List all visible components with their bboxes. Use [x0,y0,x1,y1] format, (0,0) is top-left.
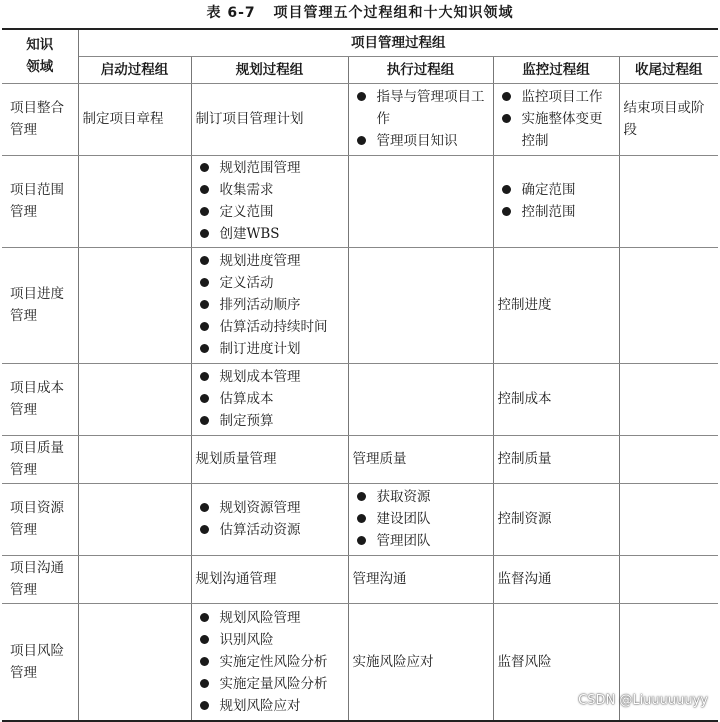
planning-cell [191,155,348,247]
process-item: 实施整体变更控制 [498,108,615,152]
executing-cell [348,363,493,435]
initiating-cell [78,603,191,721]
table-row [2,247,718,363]
watermark: CSDN @Liuuuuuuyy [578,693,708,708]
process-item: 实施定性风险分析 [196,651,344,673]
process-item: 制订进度计划 [196,338,344,360]
process-item: 指导与管理项目工作 [353,86,489,130]
executing-cell: 管理质量 [348,435,493,483]
planning-cell: 规划沟通管理 [191,555,348,603]
process-list [196,497,344,541]
header-monitoring: 监控过程组 [493,56,619,83]
process-item: 识别风险 [196,629,344,651]
planning-cell [191,363,348,435]
closing-cell [619,155,718,247]
executing-cell: 管理沟通 [348,555,493,603]
process-item: 管理团队 [353,530,489,552]
knowledge-area-cell: 项目范围管理 [2,155,78,247]
table-row [2,483,718,555]
process-item: 收集需求 [196,179,344,201]
table-row [2,363,718,435]
closing-cell [619,483,718,555]
process-item: 确定范围 [498,179,615,201]
planning-cell [191,603,348,721]
initiating-cell [78,555,191,603]
process-item: 实施定量风险分析 [196,673,344,695]
table-row [2,155,718,247]
knowledge-area-cell: 项目沟通管理 [2,555,78,603]
process-item: 规划进度管理 [196,250,344,272]
monitoring-cell: 监督沟通 [493,555,619,603]
table-number: 表 6-7 [206,5,256,21]
process-item: 估算活动持续时间 [196,316,344,338]
process-item: 定义范围 [196,201,344,223]
header-closing: 收尾过程组 [619,56,718,83]
process-item: 建设团队 [353,508,489,530]
table-caption [0,2,720,24]
executing-cell [348,83,493,155]
knowledge-area-cell: 项目质量管理 [2,435,78,483]
knowledge-area-cell: 项目资源管理 [2,483,78,555]
knowledge-area-cell: 项目风险管理 [2,603,78,721]
header-row-1 [2,29,718,56]
executing-cell [348,247,493,363]
monitoring-cell: 控制质量 [493,435,619,483]
executing-cell [348,155,493,247]
process-knowledge-table [2,28,718,722]
process-item: 规划风险管理 [196,607,344,629]
process-item: 规划资源管理 [196,497,344,519]
initiating-cell [78,247,191,363]
planning-cell: 规划质量管理 [191,435,348,483]
initiating-cell [78,435,191,483]
planning-cell [191,247,348,363]
table-title: 项目管理五个过程组和十大知识领域 [273,5,514,21]
knowledge-area-cell: 项目成本管理 [2,363,78,435]
knowledge-area-cell: 项目进度管理 [2,247,78,363]
initiating-cell [78,483,191,555]
process-item: 监控项目工作 [498,86,615,108]
process-item: 定义活动 [196,272,344,294]
process-list [196,366,344,432]
closing-cell: 结束项目或阶段 [619,83,718,155]
monitoring-cell [493,155,619,247]
process-list [196,250,344,360]
process-list [196,157,344,245]
initiating-cell: 制定项目章程 [78,83,191,155]
process-item: 规划风险应对 [196,695,344,717]
monitoring-cell: 控制成本 [493,363,619,435]
monitoring-cell: 控制进度 [493,247,619,363]
closing-cell [619,363,718,435]
process-list [353,86,489,152]
process-item: 获取资源 [353,486,489,508]
table-row [2,83,718,155]
initiating-cell [78,363,191,435]
header-executing: 执行过程组 [348,56,493,83]
closing-cell [619,555,718,603]
monitoring-cell: 监督风险 [493,603,619,721]
process-list [196,607,344,717]
initiating-cell [78,155,191,247]
table-row [2,435,718,483]
closing-cell [619,435,718,483]
process-item: 管理项目知识 [353,130,489,152]
monitoring-cell [493,83,619,155]
monitoring-cell: 控制资源 [493,483,619,555]
process-item: 估算活动资源 [196,519,344,541]
knowledge-area-cell: 项目整合管理 [2,83,78,155]
header-planning: 规划过程组 [191,56,348,83]
process-group-header: 项目管理过程组 [78,29,718,56]
planning-cell [191,483,348,555]
process-item: 控制范围 [498,201,615,223]
knowledge-area-header: 知识 领域 [2,29,78,83]
header-initiating: 启动过程组 [78,56,191,83]
process-item: 规划成本管理 [196,366,344,388]
closing-cell [619,247,718,363]
executing-cell [348,483,493,555]
process-item: 估算成本 [196,388,344,410]
process-item: 排列活动顺序 [196,294,344,316]
table-row [2,555,718,603]
process-item: 创建WBS [196,223,344,245]
process-list [498,179,615,223]
process-list [498,86,615,152]
executing-cell: 实施风险应对 [348,603,493,721]
process-item: 制定预算 [196,410,344,432]
planning-cell: 制订项目管理计划 [191,83,348,155]
process-item: 规划范围管理 [196,157,344,179]
process-list [353,486,489,552]
header-row-2 [2,56,718,83]
